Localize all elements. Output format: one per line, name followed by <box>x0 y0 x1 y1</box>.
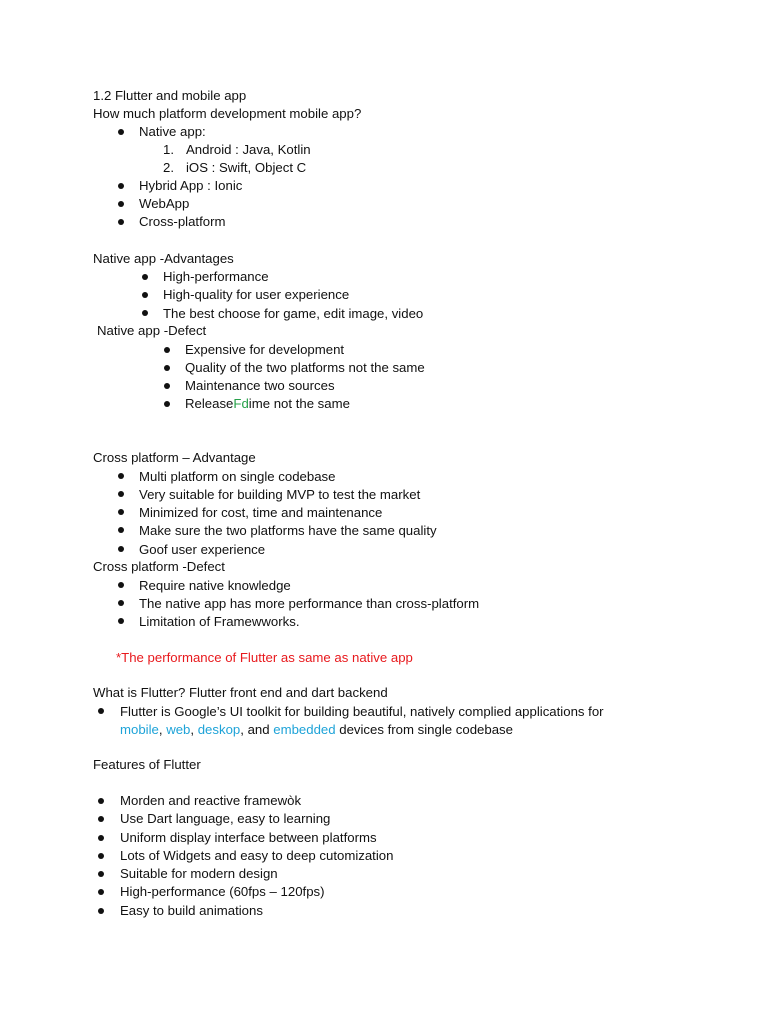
bullet <box>164 365 170 371</box>
bullet <box>98 908 104 914</box>
bullet <box>98 798 104 804</box>
list-item: Uniform display interface between platforms <box>120 830 377 845</box>
separator: , <box>158 722 167 737</box>
bullet <box>118 546 124 552</box>
list-item: High-quality for user experience <box>163 287 350 302</box>
bullet <box>118 473 124 479</box>
release-prefix: Release <box>185 396 234 411</box>
bullet <box>98 853 104 859</box>
bullet <box>142 310 148 316</box>
paragraph-line <box>120 721 513 739</box>
list-item: High-performance (60fps – 120fps) <box>120 884 325 899</box>
list-item: Hybrid App : Ionic <box>139 178 243 193</box>
bullet <box>142 292 148 298</box>
release-suffix: ime not the same <box>248 396 350 411</box>
paragraph-line: Flutter is Google’s UI toolkit for building beautiful, natively complied applications for <box>120 704 604 719</box>
list-item: Minimized for cost, time and maintenance <box>139 505 383 520</box>
bullet <box>164 401 170 407</box>
list-item: Suitable for modern design <box>120 866 278 881</box>
list-item: Multi platform on single codebase <box>139 469 336 484</box>
bullet <box>98 835 104 841</box>
bullet <box>118 527 124 533</box>
separator: , and <box>240 722 274 737</box>
list-item: Very suitable for building MVP to test the market <box>139 487 421 502</box>
list-item: The native app has more performance than cross-platform <box>139 596 480 611</box>
link-embedded[interactable]: embedded <box>273 722 336 737</box>
doc-title: 1.2 Flutter and mobile app <box>93 88 247 103</box>
section-heading: Native app -Defect <box>97 323 207 338</box>
bullet <box>118 183 124 189</box>
separator: , <box>190 722 198 737</box>
list-number: 2. <box>163 160 174 175</box>
highlight-mark: Fd <box>233 396 249 411</box>
list-number: 1. <box>163 142 174 157</box>
performance-note: *The performance of Flutter as same as native app <box>116 650 413 665</box>
section-heading: Cross platform – Advantage <box>93 450 256 465</box>
bullet <box>118 600 124 606</box>
bullet <box>118 129 124 135</box>
section-heading: What is Flutter? Flutter front end and dart backend <box>93 685 388 700</box>
bullet <box>118 618 124 624</box>
bullet <box>98 889 104 895</box>
bullet <box>164 383 170 389</box>
list-item: Require native knowledge <box>139 578 291 593</box>
list-item: Android : Java, Kotlin <box>186 142 311 157</box>
list-item: Native app: <box>139 124 206 139</box>
bullet <box>98 871 104 877</box>
bullet <box>98 816 104 822</box>
list-item: Make sure the two platforms have the same quality <box>139 523 437 538</box>
list-item: The best choose for game, edit image, video <box>163 306 424 321</box>
bullet <box>142 274 148 280</box>
section-heading: Features of Flutter <box>93 757 201 772</box>
bullet <box>98 708 104 714</box>
list-item: Lots of Widgets and easy to deep cutomization <box>120 848 394 863</box>
list-item: Morden and reactive framewòk <box>120 793 302 808</box>
bullet <box>118 582 124 588</box>
list-item: Goof user experience <box>139 542 266 557</box>
bullet <box>164 347 170 353</box>
list-item <box>185 395 350 413</box>
list-item: Limitation of Framewworks. <box>139 614 300 629</box>
list-item: Quality of the two platforms not the same <box>185 360 425 375</box>
list-item: Expensive for development <box>185 342 345 357</box>
list-item: iOS : Swift, Object C <box>186 160 307 175</box>
list-item: Maintenance two sources <box>185 378 335 393</box>
paragraph-tail: devices from single codebase <box>335 722 513 737</box>
intro-question: How much platform development mobile app? <box>93 106 362 121</box>
bullet <box>118 491 124 497</box>
link-deskop[interactable]: deskop <box>197 722 241 737</box>
bullet <box>118 509 124 515</box>
section-heading: Native app -Advantages <box>93 251 234 266</box>
list-item: Cross-platform <box>139 214 226 229</box>
list-item: High-performance <box>163 269 269 284</box>
list-item: Easy to build animations <box>120 903 263 918</box>
list-item: WebApp <box>139 196 190 211</box>
bullet <box>118 219 124 225</box>
link-web[interactable]: web <box>166 722 191 737</box>
bullet <box>118 201 124 207</box>
link-mobile[interactable]: mobile <box>120 722 159 737</box>
list-item: Use Dart language, easy to learning <box>120 811 331 826</box>
section-heading: Cross platform -Defect <box>93 559 225 574</box>
